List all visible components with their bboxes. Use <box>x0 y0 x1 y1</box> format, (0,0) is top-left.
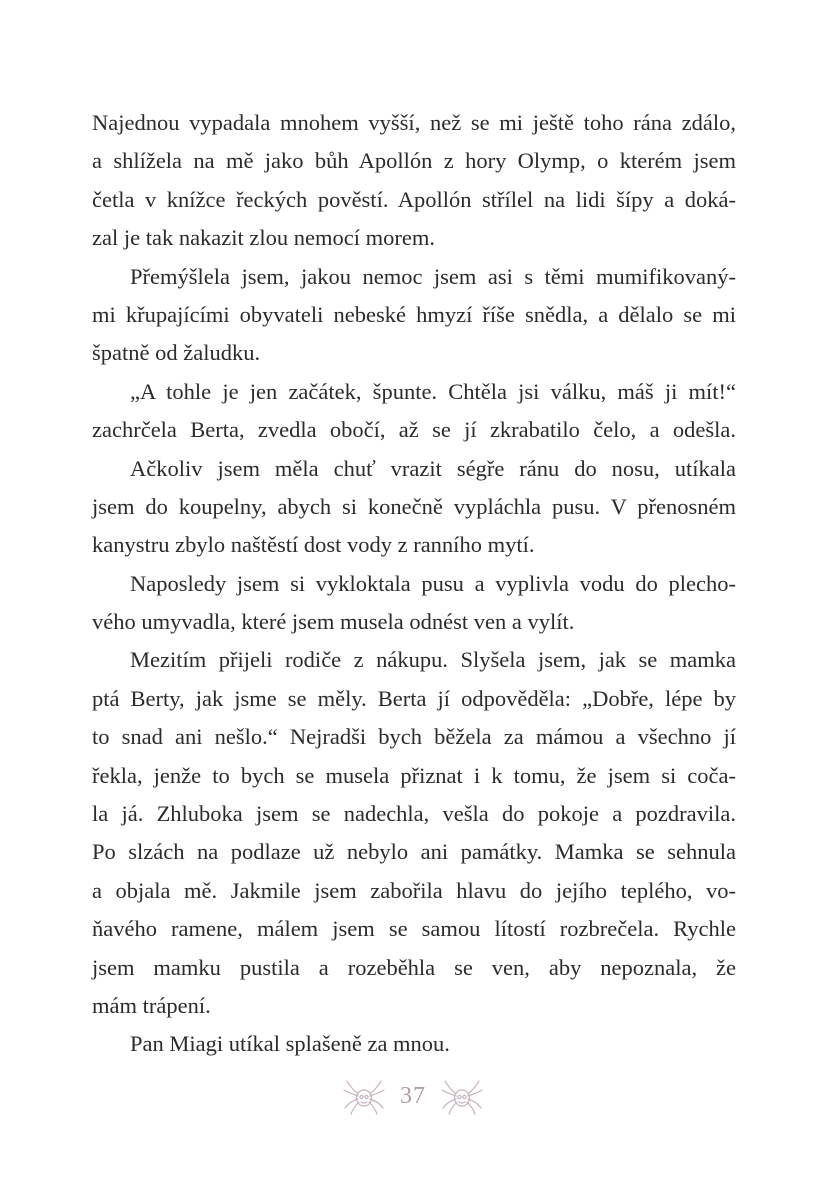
text-line: „A tohle je jen začátek, špunte. Chtěla jsi válku, máš ji mít!“ <box>130 378 736 404</box>
text-line: Po slzách na podlaze už nebylo ani památky. Mamka se sehnula <box>92 839 736 865</box>
text-line: vého umyvadla, které jsem musela odnést ven a vylít. <box>92 609 575 635</box>
text-line: ptá Berty, jak jsme se měly. Berta jí odpověděla: „Dobře, lépe by <box>92 685 736 711</box>
text-line: řekla, jenže to bych se musela přiznat i k tomu, že jsem si coča- <box>92 762 736 788</box>
text-line: četla v knížce řeckých pověstí. Apollón střílel na lidi šípy a doká- <box>92 186 736 212</box>
text-line: ňavého ramene, málem jsem se samou lítostí rozbrečela. Rychle <box>92 916 736 942</box>
text-line: zal je tak nakazit zlou nemocí morem. <box>92 225 435 251</box>
text-line: a objala mě. Jakmile jsem zabořila hlavu do jejího teplého, vo- <box>92 877 736 903</box>
text-line: Přemýšlela jsem, jakou nemoc jsem asi s těmi mumifikovaný- <box>130 263 736 289</box>
text-line: mám trápení. <box>92 992 211 1018</box>
text-line: la já. Zhluboka jsem se nadechla, vešla do pokoje a pozdravila. <box>92 801 736 827</box>
text-line: zachrčela Berta, zvedla obočí, až se jí zkrabatilo čelo, a odešla. <box>92 417 736 443</box>
text-line: špatně od žaludku. <box>92 340 261 366</box>
text-line: Naposledy jsem si vykloktala pusu a vyplivla vodu do plecho- <box>130 570 736 596</box>
text-line: jsem mamku pustila a rozeběhla se ven, aby nepoznala, že <box>92 954 736 980</box>
text-line: jsem do koupelny, abych si konečně vypláchla pusu. V přenosném <box>92 493 736 519</box>
text-line: Najednou vypadala mnohem vyšší, než se mi ještě toho rána zdálo, <box>92 110 736 135</box>
spider-right-icon <box>440 1076 484 1116</box>
text-line: Ačkoliv jsem měla chuť vrazit ségře ránu do nosu, utíkala <box>130 455 736 481</box>
page-footer <box>0 1072 826 1120</box>
text-line: Pan Miagi utíkal splašeně za mnou. <box>130 1031 450 1057</box>
text-line: kanystru zbylo naštěstí dost vody z ranního mytí. <box>92 532 535 558</box>
page-number: 37 <box>400 1082 426 1109</box>
text-line: mi křupajícími obyvateli nebeské hmyzí říše snědla, a dělalo se mi <box>92 301 736 327</box>
text-line: a shlížela na mě jako bůh Apollón z hory Olymp, o kterém jsem <box>92 148 736 174</box>
spider-left-icon <box>342 1076 386 1116</box>
text-line: Mezitím přijeli rodiče z nákupu. Slyšela jsem, jak se mamka <box>130 647 736 673</box>
body-text <box>92 104 736 1064</box>
text-line: to snad ani nešlo.“ Nejradši bych běžela za mámou a všechno jí <box>92 724 736 750</box>
